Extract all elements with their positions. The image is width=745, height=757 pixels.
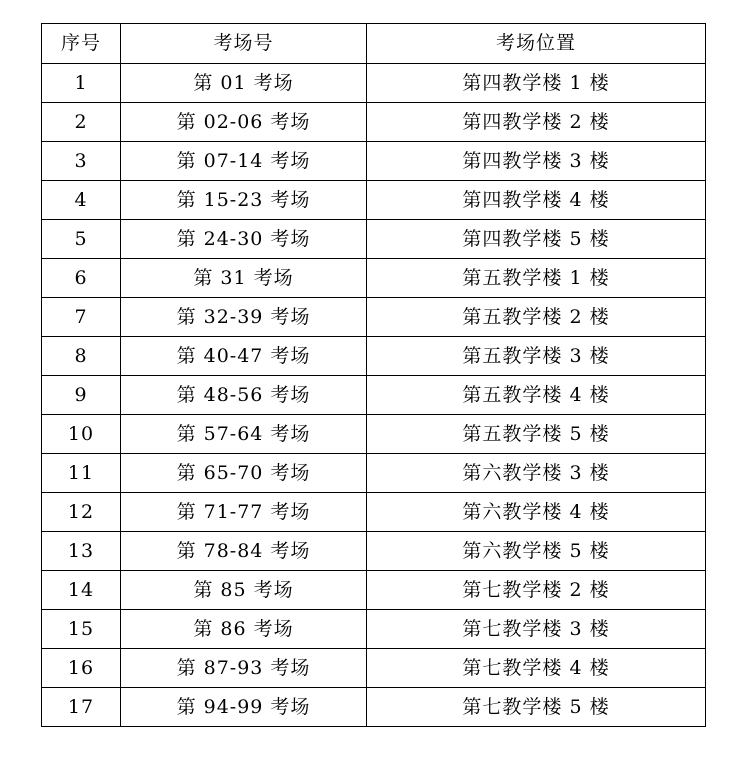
- cell-room-number: 第 85 考场: [121, 571, 367, 610]
- table-row: [42, 610, 706, 649]
- cell-room-location: 第六教学楼 4 楼: [367, 493, 706, 532]
- cell-room-location: 第五教学楼 5 楼: [367, 415, 706, 454]
- header-room-location: 考场位置: [367, 24, 706, 64]
- cell-serial-number: 5: [42, 220, 121, 259]
- cell-room-number: 第 32-39 考场: [121, 298, 367, 337]
- table-row: [42, 415, 706, 454]
- table-header: [42, 24, 706, 64]
- cell-serial-number: 8: [42, 337, 121, 376]
- cell-room-location: 第四教学楼 2 楼: [367, 103, 706, 142]
- table-row: [42, 64, 706, 103]
- table-row: [42, 337, 706, 376]
- cell-room-location: 第五教学楼 3 楼: [367, 337, 706, 376]
- table-row: [42, 142, 706, 181]
- cell-room-number: 第 40-47 考场: [121, 337, 367, 376]
- cell-room-number: 第 94-99 考场: [121, 688, 367, 727]
- cell-room-location: 第四教学楼 5 楼: [367, 220, 706, 259]
- header-row: [42, 24, 706, 64]
- cell-serial-number: 17: [42, 688, 121, 727]
- table-row: [42, 181, 706, 220]
- cell-room-location: 第七教学楼 3 楼: [367, 610, 706, 649]
- cell-serial-number: 11: [42, 454, 121, 493]
- cell-room-location: 第六教学楼 5 楼: [367, 532, 706, 571]
- cell-room-location: 第五教学楼 2 楼: [367, 298, 706, 337]
- cell-serial-number: 6: [42, 259, 121, 298]
- cell-room-number: 第 24-30 考场: [121, 220, 367, 259]
- table-row: [42, 649, 706, 688]
- cell-serial-number: 2: [42, 103, 121, 142]
- cell-room-location: 第五教学楼 1 楼: [367, 259, 706, 298]
- cell-room-location: 第四教学楼 3 楼: [367, 142, 706, 181]
- cell-serial-number: 10: [42, 415, 121, 454]
- cell-room-number: 第 71-77 考场: [121, 493, 367, 532]
- cell-room-location: 第四教学楼 1 楼: [367, 64, 706, 103]
- cell-room-number: 第 01 考场: [121, 64, 367, 103]
- cell-serial-number: 4: [42, 181, 121, 220]
- cell-room-location: 第七教学楼 4 楼: [367, 649, 706, 688]
- cell-room-location: 第七教学楼 2 楼: [367, 571, 706, 610]
- cell-room-number: 第 57-64 考场: [121, 415, 367, 454]
- cell-room-location: 第五教学楼 4 楼: [367, 376, 706, 415]
- table-row: [42, 298, 706, 337]
- cell-room-location: 第六教学楼 3 楼: [367, 454, 706, 493]
- exam-room-table: [41, 23, 706, 727]
- cell-room-number: 第 31 考场: [121, 259, 367, 298]
- table-row: [42, 571, 706, 610]
- table-row: [42, 688, 706, 727]
- header-room-number: 考场号: [121, 24, 367, 64]
- header-serial-number: 序号: [42, 24, 121, 64]
- cell-serial-number: 9: [42, 376, 121, 415]
- table-row: [42, 454, 706, 493]
- cell-serial-number: 3: [42, 142, 121, 181]
- cell-serial-number: 13: [42, 532, 121, 571]
- table-row: [42, 532, 706, 571]
- table-body: [42, 64, 706, 727]
- cell-room-number: 第 65-70 考场: [121, 454, 367, 493]
- cell-room-number: 第 07-14 考场: [121, 142, 367, 181]
- cell-serial-number: 15: [42, 610, 121, 649]
- cell-room-number: 第 87-93 考场: [121, 649, 367, 688]
- table-row: [42, 103, 706, 142]
- cell-room-number: 第 02-06 考场: [121, 103, 367, 142]
- cell-serial-number: 14: [42, 571, 121, 610]
- cell-room-number: 第 78-84 考场: [121, 532, 367, 571]
- cell-serial-number: 7: [42, 298, 121, 337]
- cell-room-number: 第 48-56 考场: [121, 376, 367, 415]
- table-row: [42, 259, 706, 298]
- table-row: [42, 493, 706, 532]
- table-row: [42, 376, 706, 415]
- cell-room-location: 第四教学楼 4 楼: [367, 181, 706, 220]
- cell-serial-number: 16: [42, 649, 121, 688]
- cell-serial-number: 1: [42, 64, 121, 103]
- table-row: [42, 220, 706, 259]
- cell-serial-number: 12: [42, 493, 121, 532]
- cell-room-number: 第 15-23 考场: [121, 181, 367, 220]
- cell-room-number: 第 86 考场: [121, 610, 367, 649]
- cell-room-location: 第七教学楼 5 楼: [367, 688, 706, 727]
